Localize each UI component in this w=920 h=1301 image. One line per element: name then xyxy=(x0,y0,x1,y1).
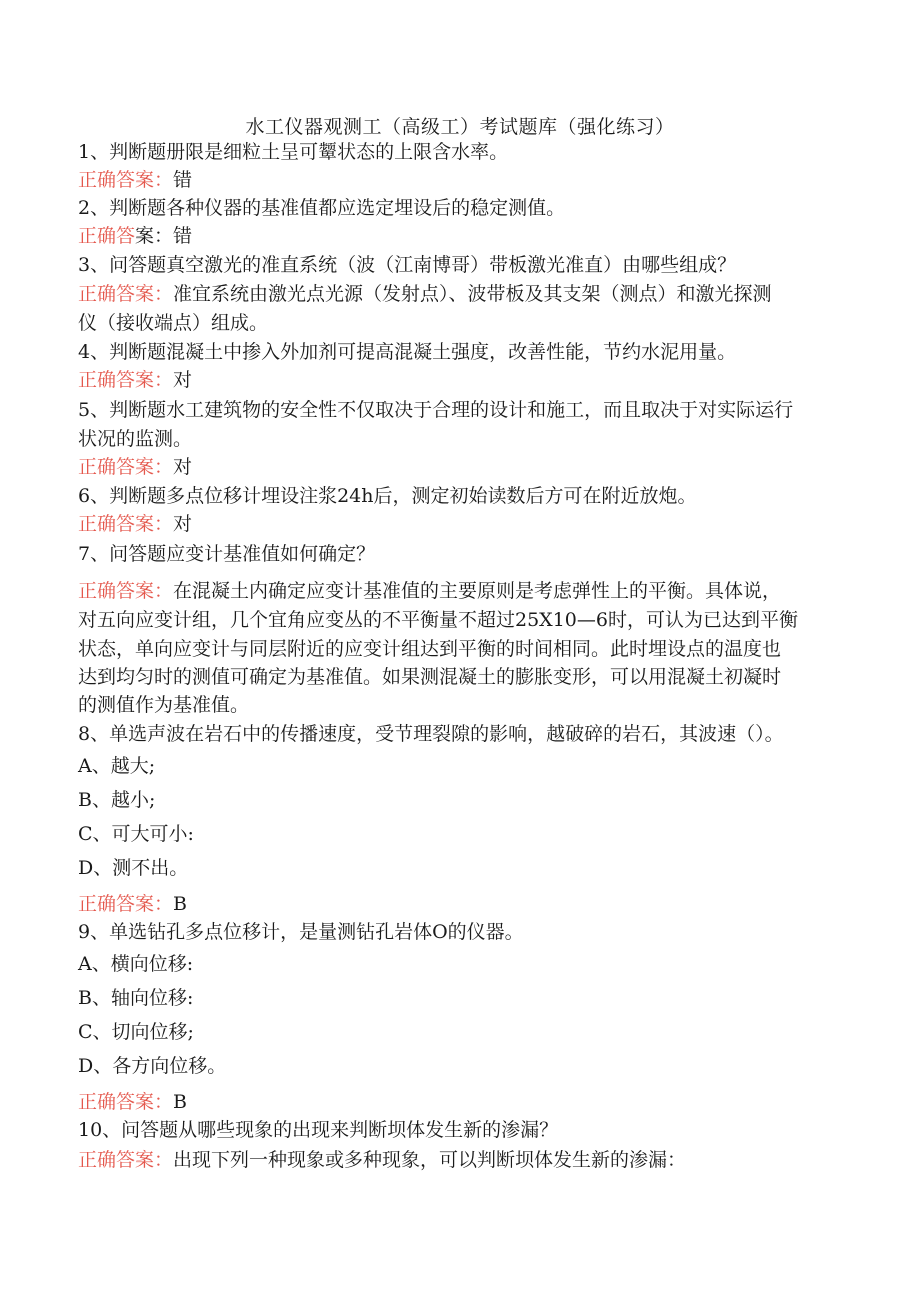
option-8-d: D、测不出。 xyxy=(78,857,189,879)
answer-value: 出现下列一种现象或多种现象，可以判断坝体发生新的渗漏： xyxy=(173,1149,687,1171)
answer-label: 正确答案： xyxy=(78,456,174,478)
answer-value: 准宜系统由激光点光源（发射点）、波带板及其支架（测点）和激光探测 xyxy=(173,283,772,305)
answer-4 xyxy=(78,366,838,394)
answer-value: 对 xyxy=(173,369,193,391)
question-7: 7、问答题应变计基准值如何确定？ xyxy=(78,543,376,565)
question-5-continued: 状况的监测。 xyxy=(78,428,193,450)
answer-label: 正确答案： xyxy=(78,283,174,305)
answer-8 xyxy=(78,890,838,918)
answer-value: B xyxy=(173,1091,187,1113)
answer-value: 错 xyxy=(173,225,193,247)
question-1: 1、判断题册限是细粒土呈可颦状态的上限含水率。 xyxy=(78,141,509,163)
answer-1 xyxy=(78,166,838,194)
answer-7-line-2: 对五向应变计组，几个宜角应变丛的不平衡量不超过25X10—6时，可认为已达到平衡 xyxy=(78,609,798,631)
answer-7 xyxy=(78,577,838,605)
answer-label: 正确答案： xyxy=(78,513,174,535)
question-5: 5、判断题水工建筑物的安全性不仅取决于合理的设计和施工，而且取决于对实际运行 xyxy=(78,399,794,421)
answer-value: 对 xyxy=(173,456,193,478)
option-8-c: C、可大可小: xyxy=(78,823,194,845)
answer-3-continued: 仪（接收端点）组成。 xyxy=(78,312,269,334)
answer-label: 正确答案： xyxy=(78,369,174,391)
answer-label: 正确答案： xyxy=(78,580,174,602)
answer-7-line-4: 达到均匀时的测值可确定为基准值。如果测混凝土的膨胀变形，可以用混凝土初凝时 xyxy=(78,666,782,688)
question-9: 9、单选钻孔多点位移计，是量测钻孔岩体O的仪器。 xyxy=(78,921,524,943)
answer-label: 正确答案： xyxy=(78,1149,174,1171)
answer-7-line-5: 的测值作为基准值。 xyxy=(78,694,250,716)
page-title: 水工仪器观测工（高级工）考试题库（强化练习） xyxy=(245,116,675,138)
answer-2 xyxy=(78,222,838,250)
answer-label-tail: 案： xyxy=(135,225,174,247)
question-4: 4、判断题混凝土中掺入外加剂可提高混凝土强度，改善性能，节约水泥用量。 xyxy=(78,341,737,363)
question-2: 2、判断题各种仪器的基准值都应选定埋设后的稳定测值。 xyxy=(78,197,566,219)
answer-value: B xyxy=(173,893,187,915)
answer-value: 对 xyxy=(173,513,193,535)
answer-3 xyxy=(78,280,838,308)
answer-value: 错 xyxy=(173,169,193,191)
answer-6 xyxy=(78,510,838,538)
answer-label: 正确答案： xyxy=(78,1091,174,1113)
answer-5 xyxy=(78,453,838,481)
option-8-a: A、越大; xyxy=(78,755,156,777)
answer-label: 正确答案： xyxy=(78,169,174,191)
question-6: 6、判断题多点位移计埋设注浆24h后，测定初始读数后方可在附近放炮。 xyxy=(78,485,697,507)
answer-label: 正确答 xyxy=(78,225,136,247)
question-8: 8、单选声波在岩石中的传播速度，受节理裂隙的影响，越破碎的岩石，其波速（）。 xyxy=(78,723,784,745)
option-9-a: A、横向位移: xyxy=(78,953,194,975)
option-9-c: C、切向位移; xyxy=(78,1021,194,1043)
option-9-d: D、各方向位移。 xyxy=(78,1055,227,1077)
question-10: 10、问答题从哪些现象的出现来判断坝体发生新的渗漏？ xyxy=(78,1119,559,1141)
answer-label: 正确答案： xyxy=(78,893,174,915)
answer-7-line-3: 状态，单向应变计与同层附近的应变计组达到平衡的时间相同。此时埋设点的温度也 xyxy=(78,638,782,660)
answer-10 xyxy=(78,1146,838,1174)
answer-9 xyxy=(78,1088,838,1116)
option-9-b: B、轴向位移: xyxy=(78,987,194,1009)
question-3: 3、问答题真空激光的准直系统（波（江南博哥）带板激光准直）由哪些组成？ xyxy=(78,254,737,276)
option-8-b: B、越小; xyxy=(78,789,156,811)
answer-value: 在混凝土内确定应变计基准值的主要原则是考虑弹性上的平衡。具体说， xyxy=(173,580,782,602)
